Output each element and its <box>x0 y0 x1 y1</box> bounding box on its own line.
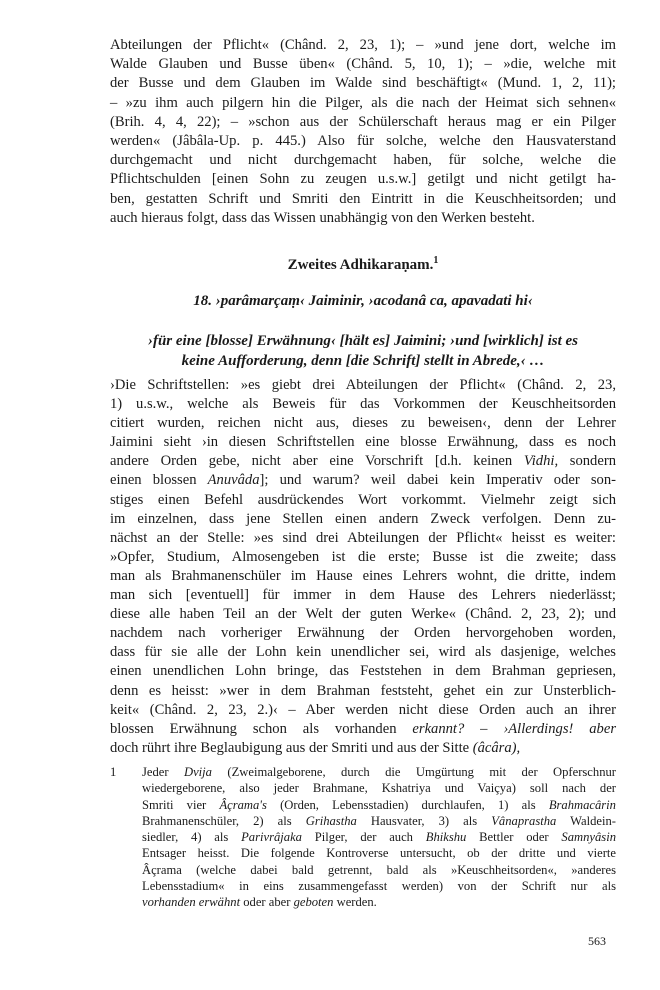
text-line: Jaimini sieht ›in diesen Schriftstellen eine blosse Erwähnung, dass es noch <box>110 434 616 451</box>
text-line: man sich [eventuell] für immer in dem Hause des Lehrers niederlässt; <box>110 587 616 604</box>
text-line: doch rührt ihre Beglaubigung aus der Smriti und aus der Sitte (âcâra), <box>110 739 521 756</box>
text-line: man als Brahmanenschüler im Hause eines Lehrers wohnt, die dritte, indem <box>110 567 616 584</box>
text-line: stiges einen Befehl ausdrückendes Wort vorkommt. Vielmehr zeigt sich <box>110 491 616 508</box>
text-line: Pflichtschulden [einen Sohn zu zeugen u.s.w.] getilgt und nicht getilgt ha- <box>110 171 616 188</box>
text-line: Entsager heisst. Die folgende Kontroverse untersucht, ob der dritte und vierte <box>142 846 616 861</box>
text-line: »Opfer, Studium, Almosengeben ist die erste; Busse ist die zweite; dass <box>110 548 616 565</box>
text-line: einen unendlichen Lohn bringe, das Feststehen in dem Brahman gepriesen, <box>110 663 616 680</box>
text-line: Âçrama (welche dabei bald getrennt, bald als »Keuschheitsorden«, »anderes <box>142 862 616 877</box>
paragraph-intro <box>110 36 616 228</box>
footnote-marker[interactable]: 1 <box>433 255 439 266</box>
text-line: denn es heisst: »wer in dem Brahman feststeht, gehet ein zur Unsterblich- <box>110 682 616 699</box>
text-line: ben, gestatten Schrift und Smriti den Eintritt in die Keuschheitsorden; und <box>110 190 616 207</box>
text-line: wiedergeborene, also jeder Brahmane, Kshatriya und Vaiçya) soll nach der <box>142 781 616 796</box>
paragraph-commentary <box>110 376 616 758</box>
text-line: ›für eine [blosse] Erwähnung‹ [hält es] Jaimini; ›und [wirklich] ist es <box>147 333 579 349</box>
text-line: – »zu ihm auch pilgern hin die Pilger, als die nach der Heimat sich sehnen« <box>110 94 616 111</box>
heading-text: Zweites Adhikaraṇam. <box>287 257 434 273</box>
text-line: einen blossen Anuvâda]; und warum? weil dabei kein Imperativ oder son- <box>110 472 616 489</box>
text-line: der Busse und dem Glauben im Walde sind beschäftigt« (Mund. 1, 2, 11); <box>110 75 616 92</box>
text-line: Smriti vier Âçrama's (Orden, Lebensstadien) durchlaufen, 1) als Brahmacârin <box>142 797 616 812</box>
page-number: 563 <box>588 934 606 948</box>
text-line: vorhanden erwähnt oder aber geboten werden. <box>142 895 377 910</box>
text-line: Abteilungen der Pflicht« (Chând. 2, 23, 1); – »und jene dort, welche im <box>110 37 616 53</box>
text-line: blossen Erwähnung schon als vorhanden erkannt? – ›Allerdings! aber <box>110 720 617 737</box>
text-line: nachdem nach vorheriger Erwähnung der Orden hervorgehoben worden, <box>110 625 616 642</box>
text-line: ›Die Schriftstellen: »es giebt drei Abteilungen der Pflicht« (Chând. 2, 23, <box>110 377 616 393</box>
text-line: nächst an der Stelle: »es sind drei Abteilungen der Pflicht« heisst es weiter: <box>110 529 616 546</box>
text-line: Walde Glauben und Busse üben« (Chând. 5, 10, 1); – »die, welche mit <box>110 56 616 73</box>
text-line: werden« (Jâbâla-Up. p. 445.) Also für solche, welche den Hausvaterstand <box>110 133 616 150</box>
text-line: keit« (Chând. 2, 23, 2.)‹ – Aber werden nicht diese Orden auch an ihrer <box>110 701 616 718</box>
text-line: 1) u.s.w., welche als Beweis für das Vorkommen der Keuschheitsorden <box>110 396 616 413</box>
footnote-number: 1 <box>110 765 117 779</box>
footnote-text <box>142 764 616 911</box>
text-line: keine Aufforderung, denn [die Schrift] stellt in Abrede,‹ … <box>181 353 545 369</box>
sutra-translation <box>110 331 616 371</box>
text-line: siedler, 4) als Parivrâjaka Pilger, der auch Bhikshu Bettler oder Samnyâsin <box>142 830 616 845</box>
text-line: durchgemacht und nicht durchgemacht haben, für solche, welche die <box>110 152 616 169</box>
text-line: auch hieraus folgt, dass das Wissen unabhängig von den Werken besteht. <box>110 209 535 226</box>
text-line: Lebensstadium« in eins zusammengefasst werden) von der Schrift nur als <box>142 879 616 894</box>
text-line: diese alle haben Teil an der Welt der guten Werke« (Chând. 2, 23, 2); und <box>110 606 616 623</box>
text-line: (Brih. 4, 4, 22); – »schon aus der Schülerschaft heraus mag er ein Pilger <box>110 113 616 130</box>
sutra-line: 18. ›parâmarçaṃ‹ Jaiminir, ›acodanâ ca, apavadati hi‹ <box>193 293 533 309</box>
section-heading <box>110 255 616 274</box>
text-line: Brahmanenschüler, 2) als Grihastha Hausvater, 3) als Vânaprastha Waldein- <box>142 813 616 828</box>
text-line: andere Orden gebe, nicht aber eine Vorschrift [d.h. keinen Vidhi, sondern <box>110 453 616 470</box>
text-line: dass für sie alle der Lohn kein unendlicher sei, wird als dasjenige, welches <box>110 644 616 661</box>
text-line: im einzelnen, dass jene Stellen einen andern Zweck verfolgen. Denn zu- <box>110 510 616 527</box>
text-line: citiert wurden, reichen nicht aus, dieses zu beweisen‹, denn der Lehrer <box>110 415 616 432</box>
text-line: Jeder Dvija (Zweimalgeborene, durch die Umgürtung mit der Opferschnur <box>142 765 616 779</box>
